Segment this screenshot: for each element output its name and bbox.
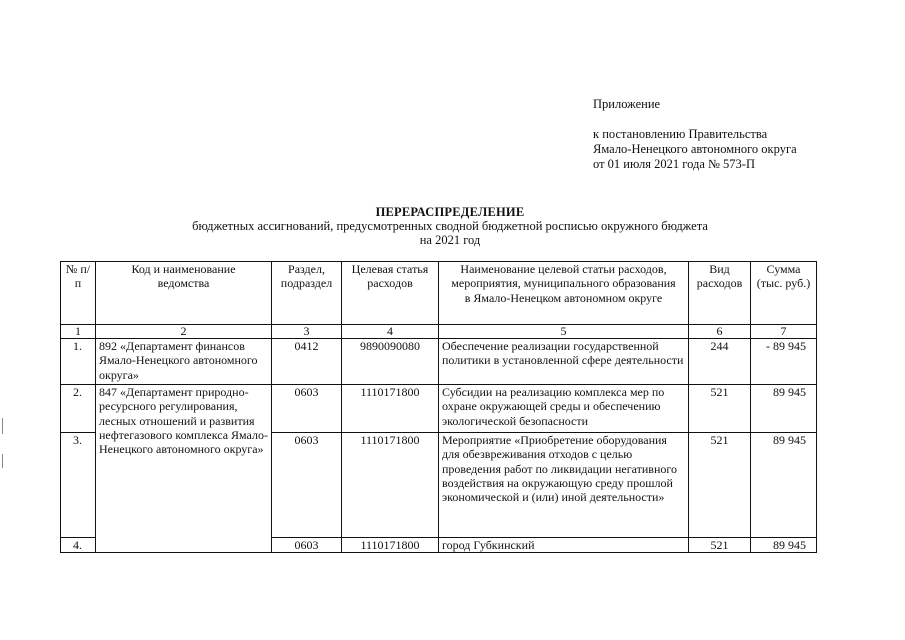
heading-title: ПЕРЕРАСПРЕДЕЛЕНИЕ [375,205,525,219]
header-expense-name: Наименование целевой статьи расходов, мероприятия, муниципального образования в Ямало-Ненецком автономном округе [439,262,689,325]
column-number: 7 [751,325,817,339]
row-number-text: 4. [73,538,82,552]
row-number [61,385,96,433]
column-number: 5 [439,325,689,339]
row-sum: - 89 945 [751,339,817,385]
row-expense-kind: 521 [689,538,751,553]
row-number-text: 2. [73,385,82,399]
row-department: 892 «Департамент финансов Ямало-Ненецкого автономного округа» [96,339,272,385]
row-number [61,339,96,385]
scan-edge-mark [2,418,3,434]
row-expense-name: Мероприятие «Приобретение оборудования для обезвреживания отходов с целью проведения работ по ликвидации негативного воздействия на окружающую среду прошлой экономической и (или) иной деятельности» [439,433,689,538]
redistribution-table [60,261,817,553]
appendix-line-3: от 01 июля 2021 года № 573-П [593,157,755,171]
row-number-text: 3. [73,433,82,447]
header-section: Раздел, подраздел [272,262,342,325]
header-sum: Сумма (тыс. руб.) [751,262,817,325]
table-row [61,385,817,433]
column-number-row [61,325,817,339]
header-expense-kind: Вид расходов [689,262,751,325]
row-section: 0603 [272,433,342,538]
row-number-text: 1. [73,339,82,353]
document-heading [150,205,750,247]
heading-subtitle-line-1: бюджетных ассигнований, предусмотренных сводной бюджетной росписью окружного бюджета [192,219,708,233]
row-number [61,433,96,538]
scan-edge-mark [2,454,3,468]
row-section: 0603 [272,538,342,553]
appendix-line-2: Ямало-Ненецкого автономного округа [593,142,797,156]
row-expense-name: Обеспечение реализации государственной политики в установленной сфере деятельности [439,339,689,385]
header-department: Код и наименование ведомства [96,262,272,325]
header-num: № п/п [61,262,96,325]
row-number [61,538,96,553]
row-expense-kind: 521 [689,433,751,538]
column-number: 2 [96,325,272,339]
row-department: 847 «Департамент природно-ресурсного регулирования, лесных отношений и развития нефтегазового комплекса Ямало-Ненецкого автономного округа» [96,385,272,553]
row-section: 0412 [272,339,342,385]
column-number: 6 [689,325,751,339]
column-number: 3 [272,325,342,339]
row-target-article: 1110171800 [342,538,439,553]
row-sum: 89 945 [751,433,817,538]
appendix-title: Приложение [593,97,661,111]
header-target-article: Целевая статья расходов [342,262,439,325]
table-row [61,339,817,385]
row-expense-kind: 244 [689,339,751,385]
row-expense-kind: 521 [689,385,751,433]
heading-subtitle-line-2: на 2021 год [419,233,481,247]
row-target-article: 9890090080 [342,339,439,385]
row-expense-name: Субсидии на реализацию комплекса мер по охране окружающей среды и обеспечению экологической безопасности [439,385,689,433]
row-section: 0603 [272,385,342,433]
appendix-line-1: к постановлению Правительства [593,127,768,141]
column-number: 4 [342,325,439,339]
column-number: 1 [61,325,96,339]
row-sum: 89 945 [751,385,817,433]
row-expense-name: город Губкинский [439,538,689,553]
table-header-row [61,262,817,325]
row-target-article: 1110171800 [342,433,439,538]
row-sum: 89 945 [751,538,817,553]
row-target-article: 1110171800 [342,385,439,433]
